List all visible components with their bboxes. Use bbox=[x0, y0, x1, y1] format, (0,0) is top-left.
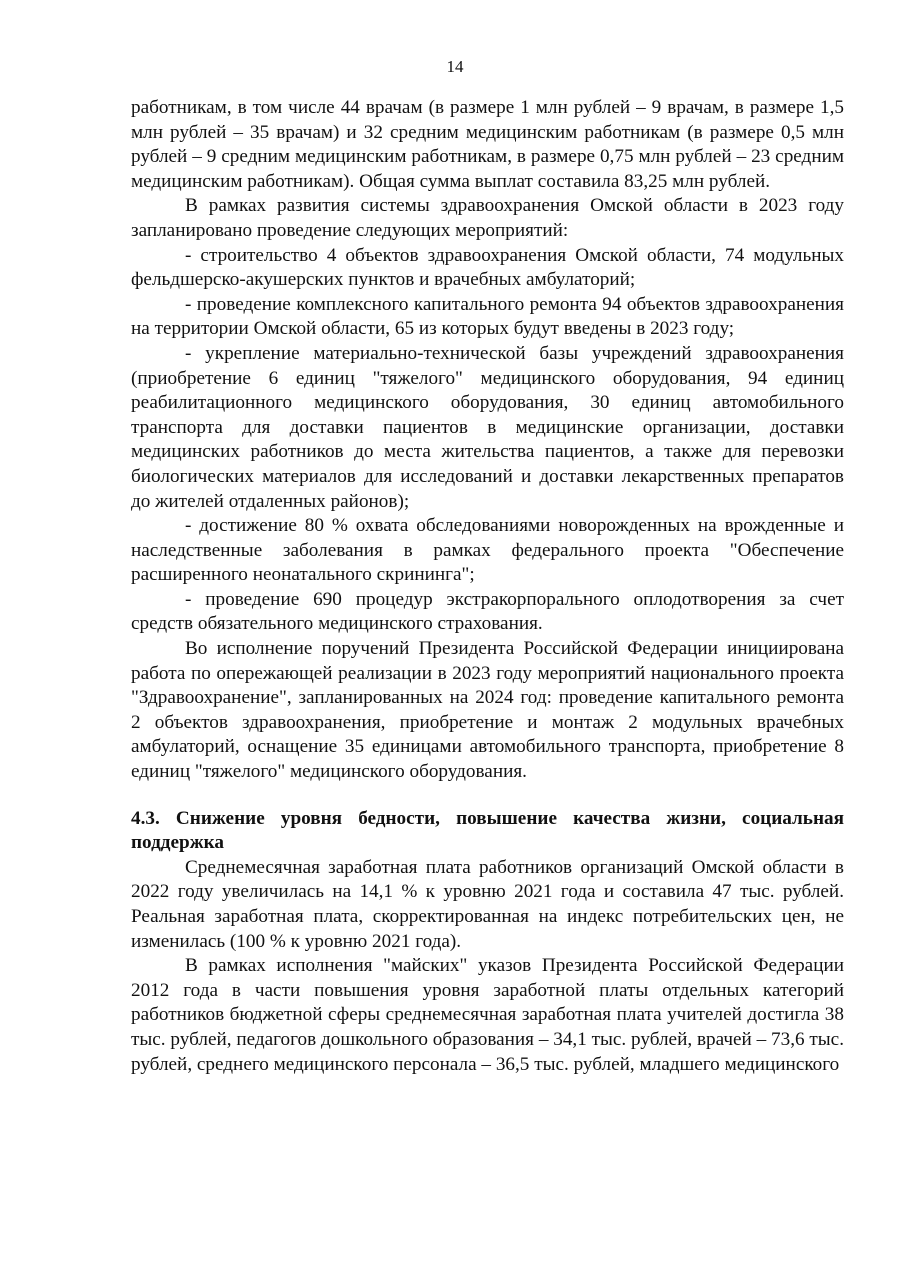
list-item-ivf: - проведение 690 процедур экстракорпорального оплодотворения за счет средств обязательного медицинского страхования. bbox=[131, 588, 844, 635]
list-item-repair: - проведение комплексного капитального ремонта 94 объектов здравоохранения на территории Омской области, 65 из которых будут введены в 2023 году; bbox=[131, 293, 844, 340]
page-number: 14 bbox=[446, 57, 464, 76]
list-item-screening: - достижение 80 % охвата обследованиями новорожденных на врожденные и наследственные заболевания в рамках федерального проекта "Обеспечение расширенного неонатального скрининга"; bbox=[131, 515, 844, 586]
paragraph-average-salary: Среднемесячная заработная плата работников организаций Омской области в 2022 году увеличилась на 14,1 % к уровню 2021 года и составила 47 тыс. рублей. Реальная заработная плата, скорректированная на индекс потребительских цен, не изменилась (100 % к уровню 2021 года). bbox=[131, 856, 844, 952]
document-body bbox=[131, 96, 844, 1077]
paragraph-healthcare-plans: В рамках развития системы здравоохранения Омской области в 2023 году запланировано проведение следующих мероприятий: bbox=[131, 195, 844, 241]
paragraph-president-orders: Во исполнение поручений Президента Российской Федерации инициирована работа по опережающей реализации в 2023 году мероприятий национального проекта "Здравоохранение", запланированных на 2024 год: проведение капитального ремонта 2 объектов здравоохранения, приобретение и монтаж 2 модульных врачебных амбулаторий, оснащение 35 единицами автомобильного транспорта, приобретение 8 единиц "тяжелого" медицинского оборудования. bbox=[131, 638, 844, 783]
list-item-equipment: - укрепление материально-технической базы учреждений здравоохранения (приобретение 6 единиц "тяжелого" медицинского оборудования, 94 единиц реабилитационного медицинского оборудования, 30 единиц автомобильного транспорта для доставки пациентов в медицинские организации, доставки медицинских работников до места жительства пациентов, а также для перевозки биологических материалов для исследований и доставки лекарственных препаратов до жителей отдаленных районов); bbox=[131, 342, 844, 512]
paragraph-continuation: работникам, в том числе 44 врачам (в размере 1 млн рублей – 9 врачам, в размере 1,5 млн рублей – 35 врачам) и 32 средним медицинским работникам (в размере 0,5 млн рублей – 9 средним медицинским работникам, в размере 0,75 млн рублей – 23 средним медицинским работникам). Общая сумма выплат составила 83,25 млн рублей. bbox=[131, 97, 844, 192]
section-heading: 4.3. Снижение уровня бедности, повышение качества жизни, социальная поддержка bbox=[131, 807, 844, 854]
list-item-construction: - строительство 4 объектов здравоохранения Омской области, 74 модульных фельдшерско-акушерских пунктов и врачебных амбулаторий; bbox=[131, 244, 844, 291]
paragraph-may-decrees: В рамках исполнения "майских" указов Президента Российской Федерации 2012 года в части повышения уровня заработной платы отдельных категорий работников бюджетной сферы среднемесячная заработная плата учителей достигла 38 тыс. рублей, педагогов дошкольного образования – 34,1 тыс. рублей, врачей – 73,6 тыс. рублей, среднего медицинского персонала – 36,5 тыс. рублей, младшего медицинского bbox=[131, 955, 844, 1075]
